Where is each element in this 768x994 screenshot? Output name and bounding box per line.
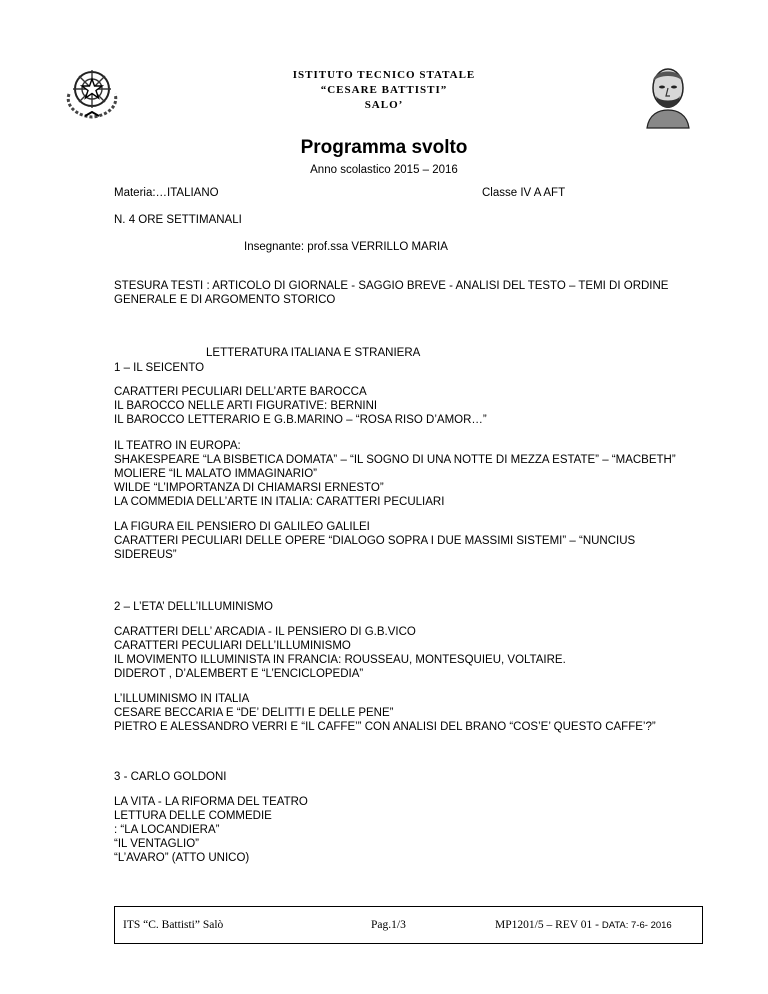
cesare-battisti-portrait-icon — [639, 62, 697, 130]
text-line: “IL VENTAGLIO” — [114, 838, 199, 850]
text-line: LA VITA - LA RIFORMA DEL TEATRO — [114, 796, 308, 808]
document-title: Programma svolto — [300, 137, 468, 158]
section-heading: 3 - CARLO GOLDONI — [114, 771, 227, 783]
school-name: ISTITUTO TECNICO STATALE — [292, 69, 476, 81]
class-label: Classe IV A AFT — [482, 187, 566, 199]
school-city: SALO’ — [364, 99, 404, 111]
text-line: SIDEREUS” — [114, 549, 177, 561]
text-line: CARATTERI PECULIARI DELL’ILLUMINISMO — [114, 640, 351, 652]
writing-line: STESURA TESTI : ARTICOLO DI GIORNALE - SAGGIO BREVE - ANALISI DEL TESTO – TEMI DI ORDINE — [114, 280, 669, 292]
footer-school: ITS “C. Battisti” Salò — [123, 919, 224, 931]
text-line: SHAKESPEARE “LA BISBETICA DOMATA” – “IL SOGNO DI UNA NOTTE DI MEZZA ESTATE” – “MACBETH” — [114, 454, 676, 466]
text-line: WILDE “L’IMPORTANZA DI CHIAMARSI ERNESTO” — [114, 482, 384, 494]
italian-republic-emblem-icon — [63, 64, 121, 120]
footer-revision: MP1201/5 – REV 01 - — [495, 919, 602, 931]
text-line: IL TEATRO IN EUROPA: — [114, 440, 241, 452]
text-line: PIETRO E ALESSANDRO VERRI E “IL CAFFE’” CON ANALISI DEL BRANO “COS’E’ QUESTO CAFFE’?” — [114, 721, 656, 733]
text-line: IL BAROCCO NELLE ARTI FIGURATIVE: BERNINI — [114, 400, 378, 412]
text-line: : “LA LOCANDIERA” — [114, 824, 220, 836]
footer-date: DATA: 7-6- 2016 — [601, 920, 672, 931]
footer-page-number: Pag.1/3 — [371, 919, 406, 931]
subject: Materia:…ITALIANO — [114, 187, 219, 199]
text-line: LETTURA DELLE COMMEDIE — [114, 810, 272, 822]
text-line: CARATTERI PECULIARI DELL’ARTE BAROCCA — [114, 386, 367, 398]
text-line: MOLIERE “IL MALATO IMMAGINARIO” — [114, 468, 317, 480]
text-line: CESARE BECCARIA E “DE’ DELITTI E DELLE PENE” — [114, 707, 394, 719]
text-line: IL BAROCCO LETTERARIO E G.B.MARINO – “ROSA RISO D’AMOR…” — [114, 414, 487, 426]
weekly-hours: N. 4 ORE SETTIMANALI — [114, 214, 242, 226]
page-footer — [114, 906, 703, 944]
text-line: CARATTERI PECULIARI DELLE OPERE “DIALOGO SOPRA I DUE MASSIMI SISTEMI” – “NUNCIUS — [114, 535, 636, 547]
text-line: CARATTERI DELL’ ARCADIA - IL PENSIERO DI G.B.VICO — [114, 626, 416, 638]
text-line: “L’AVARO” (ATTO UNICO) — [114, 852, 250, 864]
text-line: L’ILLUMINISMO IN ITALIA — [114, 693, 250, 705]
section-title: LETTERATURA ITALIANA E STRANIERA — [206, 347, 421, 359]
text-line: DIDEROT , D’ALEMBERT E “L’ENCICLOPEDIA” — [114, 668, 364, 680]
text-line: LA COMMEDIA DELL’ARTE IN ITALIA: CARATTERI PECULIARI — [114, 496, 445, 508]
school-dedication: “CESARE BATTISTI” — [320, 84, 448, 96]
writing-line: GENERALE E DI ARGOMENTO STORICO — [114, 294, 336, 306]
footer-doc-code — [495, 919, 672, 931]
teacher: Insegnante: prof.ssa VERRILLO MARIA — [244, 241, 448, 253]
section-heading: 2 – L’ETA’ DELL’ILLUMINISMO — [114, 601, 273, 613]
text-line: IL MOVIMENTO ILLUMINISTA IN FRANCIA: ROUSSEAU, MONTESQUIEU, VOLTAIRE. — [114, 654, 566, 666]
school-year: Anno scolastico 2015 – 2016 — [310, 164, 458, 176]
section-heading: 1 – IL SEICENTO — [114, 362, 205, 374]
text-line: LA FIGURA EIL PENSIERO DI GALILEO GALILEI — [114, 521, 370, 533]
